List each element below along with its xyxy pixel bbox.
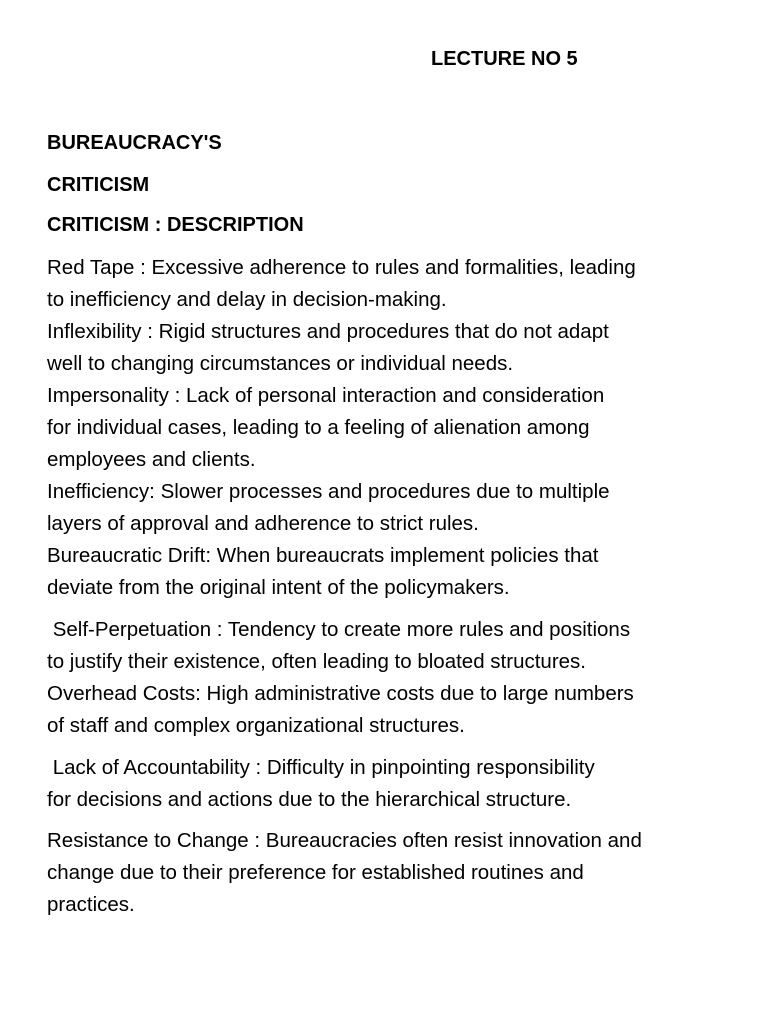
text-line: change due to their preference for established routines and: [47, 861, 584, 884]
text-line: to inefficiency and delay in decision-making.: [47, 288, 447, 311]
text-line: for decisions and actions due to the hierarchical structure.: [47, 788, 572, 811]
text-line: deviate from the original intent of the policymakers.: [47, 576, 510, 599]
heading-criticism-description: CRITICISM : DESCRIPTION: [47, 214, 304, 236]
paragraph-criticisms-1: [47, 252, 737, 604]
heading-criticism: CRITICISM: [47, 174, 150, 196]
text-line: Lack of Accountability : Difficulty in pinpointing responsibility: [47, 756, 595, 779]
paragraph-criticisms-2: [47, 614, 737, 742]
text-line: well to changing circumstances or individual needs.: [47, 352, 514, 375]
text-line: Inefficiency: Slower processes and procedures due to multiple: [47, 480, 610, 503]
text-line: to justify their existence, often leading to bloated structures.: [47, 650, 586, 673]
paragraph-criticisms-3: [47, 752, 737, 816]
text-line: Impersonality : Lack of personal interaction and consideration: [47, 384, 605, 407]
heading-bureaucracys: BUREAUCRACY'S: [47, 132, 222, 154]
text-line: Red Tape : Excessive adherence to rules and formalities, leading: [47, 256, 636, 279]
text-line: Bureaucratic Drift: When bureaucrats implement policies that: [47, 544, 599, 567]
text-line: Overhead Costs: High administrative costs due to large numbers: [47, 682, 634, 705]
text-line: of staff and complex organizational structures.: [47, 714, 465, 737]
paragraph-criticisms-4: [47, 825, 737, 921]
text-line: layers of approval and adherence to strict rules.: [47, 512, 479, 535]
text-line: for individual cases, leading to a feeling of alienation among: [47, 416, 590, 439]
text-line: employees and clients.: [47, 448, 256, 471]
text-line: Self-Perpetuation : Tendency to create more rules and positions: [47, 618, 631, 641]
text-line: Resistance to Change : Bureaucracies often resist innovation and: [47, 829, 642, 852]
lecture-title: LECTURE NO 5: [431, 48, 578, 70]
text-line: Inflexibility : Rigid structures and procedures that do not adapt: [47, 320, 609, 343]
text-line: practices.: [47, 893, 135, 916]
